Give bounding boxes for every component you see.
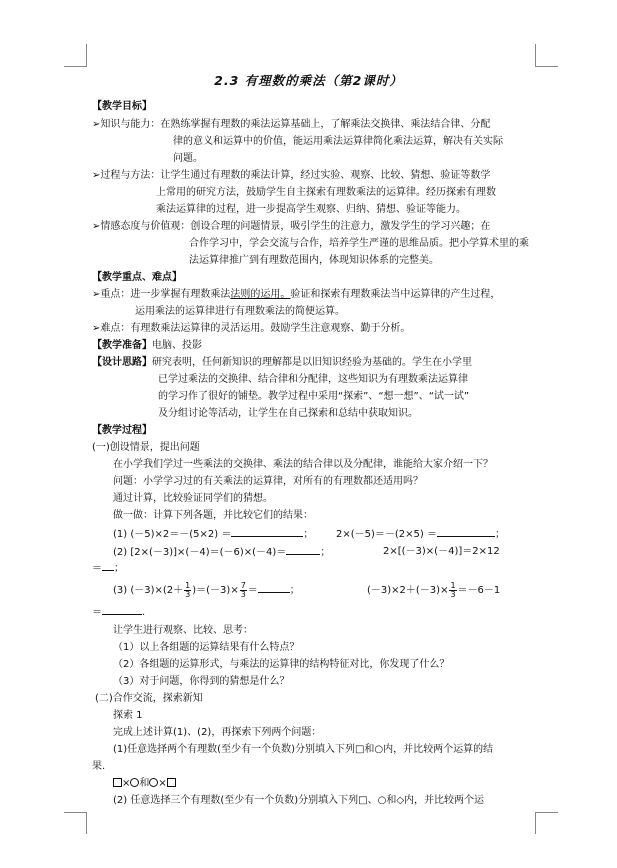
key-point-line2: 运用乘法的运算律进行有理数乘法的简便运算。 <box>135 306 345 317</box>
explore-1-text: 完成上述计算(1)、(2)，再探索下列两个问题： <box>113 727 322 738</box>
design-line4: 及分组讨论等活动，让学生在自己探索和总结中获取知识。 <box>158 408 418 419</box>
explore-1-q1-line2: 果. <box>92 761 106 772</box>
explore-1-q1-line1: (1)任意选择两个有理数(至少有一个负数)分别填入下列□和○内，并比较两个运算的结 <box>113 744 494 755</box>
objective-attitude-line3: 法运算律推广到有理数范围内，体现知识体系的完整美。 <box>189 255 439 266</box>
explore-1-q2-line1: (2) 任意选择三个有理数(至少有一个负数)分别填入下列□、○和◇内，并比较两个运 <box>113 795 485 806</box>
question-2: （2）各组题的运算形式，与乘法的运算律的结构特征对比，你发现了什么？ <box>113 659 450 670</box>
key-point-line1: ➢重点：进一步掌握有理数乘法法则的运用。验证和探索有理数乘法当中运算律的产生过程， <box>92 289 501 300</box>
equation-3a: (3) (－3)×(2＋ $\frac{1}{3}$ )＝(－3)× $\frac{7}{3}$ ＝ ； <box>113 580 300 599</box>
crop-mark-bottom-left-v <box>86 812 87 834</box>
crop-mark-top-left-h <box>64 66 87 67</box>
crop-mark-top-left-v <box>86 44 87 66</box>
question-1: （1）以上各组题的运算结果有什么特点？ <box>113 642 300 653</box>
square-icon <box>113 778 122 787</box>
subsection-1: (一)创设情景，提出问题 <box>92 442 200 453</box>
objective-process-line3: 乘法运算律的过程，进一步提高学生观察、归纳、猜想、验证等能力。 <box>156 204 466 215</box>
crop-mark-bottom-right-h <box>535 812 558 813</box>
objective-attitude-line2: 合作学习中，学会交流与合作，培养学生严谨的思维品质。把小学算术里的乘 <box>189 238 529 249</box>
square-icon <box>167 778 176 787</box>
preparation-line: 【教学准备】电脑、投影 <box>92 340 202 351</box>
equation-2b: 2×[(－3)×(－4)]＝2×12 <box>383 546 500 557</box>
explore-1-formula: × 和 × <box>113 777 176 791</box>
section-heading-key-points: 【教学重点、难点】 <box>92 272 182 283</box>
section-heading-objectives: 【教学目标】 <box>92 101 152 112</box>
page-title: 2.3 有理数的乘法（第2课时） <box>214 73 403 88</box>
objective-attitude-line1: ➢情感态度与价值观：创设合理的问题情景，吸引学生的注意力，激发学生的学习兴趣；在 <box>92 221 491 232</box>
subsection-2: (二)合作交流，探索新知 <box>95 693 203 704</box>
question-3: （3）对于问题，你得到的猜想是什么？ <box>113 676 290 687</box>
objective-process-line2: 上常用的研究方法，鼓励学生自主探索有理数乘法的运算律。经历探索有理数 <box>156 187 496 198</box>
crop-mark-top-right-v <box>535 44 536 66</box>
design-line3: 的学习作了很好的铺垫。教学过程中采用“探索”、“想一想”、“试一试” <box>158 391 470 402</box>
design-line1: 【设计思路】研究表明，任何新知识的理解都是以旧知识经验为基础的。学生在小学里 <box>92 357 472 368</box>
objective-knowledge-line2: 律的意义和运算中的价值，能运用乘法运算律简化乘法运算，解决有关实际 <box>173 136 503 147</box>
crop-mark-bottom-left-h <box>64 812 87 813</box>
section-heading-process: 【教学过程】 <box>92 425 152 436</box>
objective-process-line1: ➢过程与方法：让学生通过有理数的乘法计算，经过实验、观察、比较、猜想、验证等数学 <box>92 170 491 181</box>
equation-3b-cont: ＝ . <box>92 607 146 618</box>
explore-1-label: 探索 1 <box>113 710 143 721</box>
difficulty-line: ➢难点：有理数乘法运算律的灵活运用。鼓励学生注意观察、勤于分析。 <box>92 323 411 334</box>
process-line1: 在小学我们学过一些乘法的交换律、乘法的结合律以及分配律，谁能给大家介绍一下？ <box>113 459 493 470</box>
design-line2: 已学过乘法的交换律、结合律和分配律，这些知识为有理数乘法运算律 <box>158 374 468 385</box>
equation-3b: (－3)×2＋(－3)× $\frac{1}{3}$ ＝－6－1 <box>367 580 501 599</box>
equation-2a: (2) [2×(－3)]×(－4)＝(－6)×(－4)＝ ； <box>113 547 331 558</box>
process-observe-line: 让学生进行观察、比较、思考： <box>113 625 253 636</box>
equation-1b: 2×(－5)＝－(2×5) ＝ ； <box>336 529 505 540</box>
equation-2b-cont: ＝ ； <box>92 563 124 574</box>
process-line3: 通过计算，比较验证同学们的猜想。 <box>113 493 273 504</box>
objective-knowledge-line1: ➢知识与能力：在熟练掌握有理数的乘法运算基础上，了解乘法交换律、乘法结合律、分配 <box>92 119 491 130</box>
process-line2: 问题：小学学习过的有关乘法的运算律，对所有的有理数都还适用吗？ <box>113 476 423 487</box>
objective-knowledge-line3: 问题。 <box>173 153 203 164</box>
crop-mark-top-right-h <box>535 66 558 67</box>
process-line4: 做一做：计算下列各题，并比较它们的结果： <box>113 510 313 521</box>
equation-1a: (1) (－5)×2＝－(5×2) ＝ ； <box>113 529 314 540</box>
crop-mark-bottom-right-v <box>535 812 536 834</box>
